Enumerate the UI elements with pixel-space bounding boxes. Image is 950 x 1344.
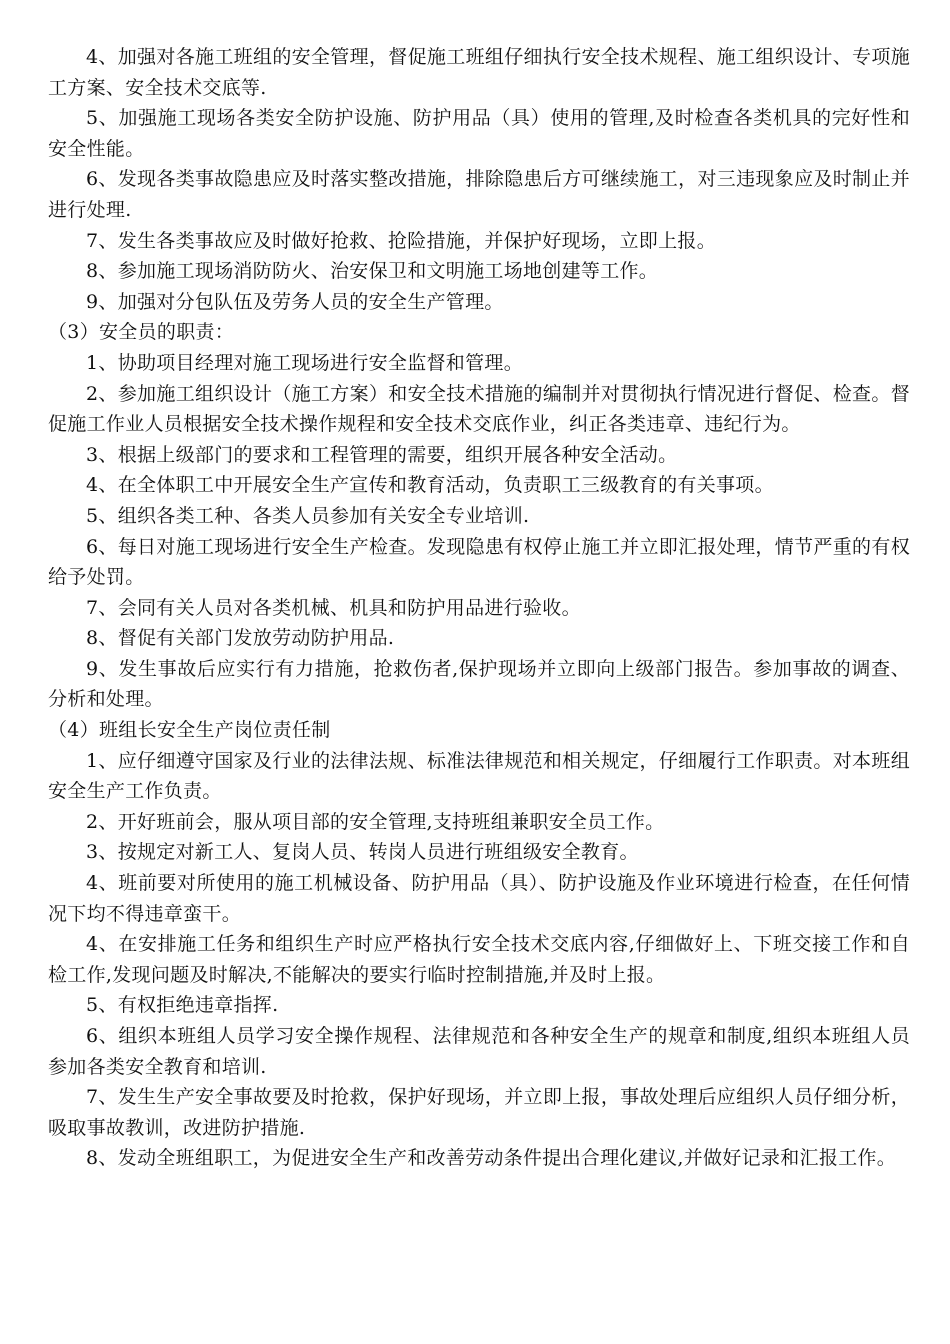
paragraph: 2、开好班前会，服从项目部的安全管理,支持班组兼职安全员工作。 xyxy=(86,810,665,833)
paragraph: 8、督促有关部门发放劳动防护用品. xyxy=(86,627,395,650)
paragraph: 9、加强对分包队伍及劳务人员的安全生产管理。 xyxy=(86,290,504,313)
paragraph: 8、参加施工现场消防防火、治安保卫和文明施工场地创建等工作。 xyxy=(86,260,659,283)
paragraph: 8、发动全班组职工，为促进安全生产和改善劳动条件提出合理化建议,并做好记录和汇报工作。 xyxy=(86,1147,897,1170)
paragraph: 5、组织各类工种、各类人员参加有关安全专业培训. xyxy=(86,504,530,527)
document-page xyxy=(48,42,910,1174)
paragraph: 6、每日对施工现场进行安全生产检查。发现隐患有权停止施工并立即汇报处理，情节严重的有权给予处罚。 xyxy=(48,535,910,589)
paragraph: 4、在全体职工中开展安全生产宣传和教育活动，负责职工三级教育的有关事项。 xyxy=(86,474,774,497)
paragraph: 7、发生生产安全事故要及时抢救，保护好现场，并立即上报，事故处理后应组织人员仔细分析，吸取事故教训，改进防护措施. xyxy=(48,1086,910,1139)
paragraph: 7、发生各类事故应及时做好抢救、抢险措施，并保护好现场，立即上报。 xyxy=(86,229,716,252)
section-heading: （4）班组长安全生产岗位责任制 xyxy=(48,719,331,742)
paragraph: 2、参加施工组织设计（施工方案）和安全技术措施的编制并对贯彻执行情况进行督促、检查。督促施工作业人员根据安全技术操作规程和安全技术交底作业，纠正各类违章、违纪行为。 xyxy=(48,382,910,436)
paragraph: 5、有权拒绝违章指挥. xyxy=(86,994,279,1017)
section-heading: （3）安全员的职责： xyxy=(48,321,235,344)
paragraph: 6、组织本班组人员学习安全操作规程、法律规范和各种安全生产的规章和制度,组织本班组人员参加各类安全教育和培训. xyxy=(48,1025,910,1078)
paragraph: 5、加强施工现场各类安全防护设施、防护用品（具）使用的管理,及时检查各类机具的完好性和安全性能。 xyxy=(48,107,910,160)
paragraph: 1、协助项目经理对施工现场进行安全监督和管理。 xyxy=(86,351,523,374)
paragraph: 4、在安排施工任务和组织生产时应严格执行安全技术交底内容,仔细做好上、下班交接工作和自检工作,发现问题及时解决,不能解决的要实行临时控制措施,并及时上报。 xyxy=(48,933,910,986)
paragraph: 9、发生事故后应实行有力措施，抢救伤者,保护现场并立即向上级部门报告。参加事故的调查、分析和处理。 xyxy=(48,657,910,711)
paragraph: 4、加强对各施工班组的安全管理，督促施工班组仔细执行安全技术规程、施工组织设计、专项施工方案、安全技术交底等. xyxy=(48,46,910,99)
paragraph: 1、应仔细遵守国家及行业的法律法规、标准法律规范和相关规定，仔细履行工作职责。对本班组安全生产工作负责。 xyxy=(48,749,910,803)
paragraph: 4、班前要对所使用的施工机械设备、防护用品（具）、防护设施及作业环境进行检查，在任何情况下均不得违章蛮干。 xyxy=(48,872,910,925)
paragraph: 3、根据上级部门的要求和工程管理的需要，组织开展各种安全活动。 xyxy=(86,443,678,466)
paragraph: 7、会同有关人员对各类机械、机具和防护用品进行验收。 xyxy=(86,596,581,619)
paragraph: 6、发现各类事故隐患应及时落实整改措施，排除隐患后方可继续施工，对三违现象应及时制止并进行处理. xyxy=(48,168,910,221)
paragraph: 3、按规定对新工人、复岗人员、转岗人员进行班组级安全教育。 xyxy=(86,841,639,864)
